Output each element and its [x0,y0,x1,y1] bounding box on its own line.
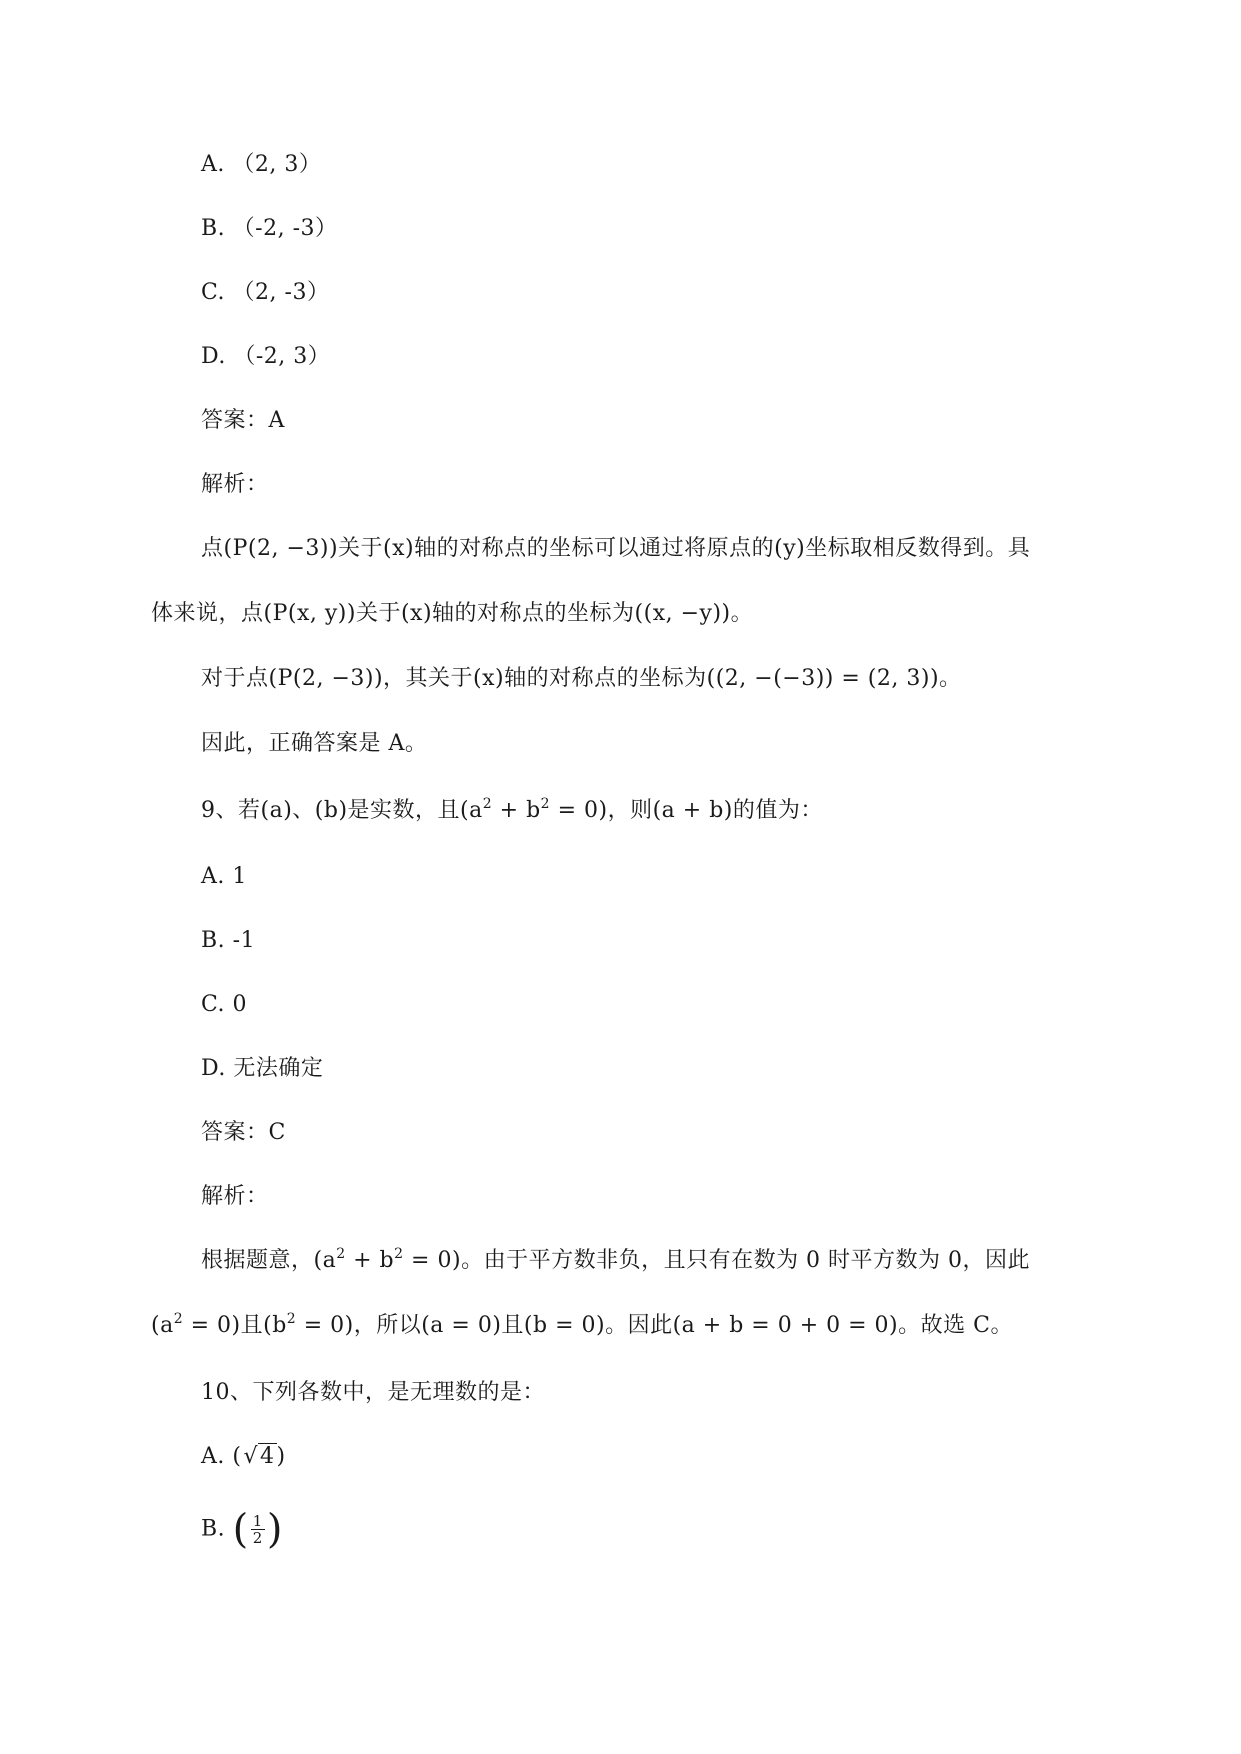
question-10-stem: 10、下列各数中，是无理数的是： [201,1380,545,1405]
stem-text: 9、若(a)、(b)是实数，且(a [201,798,483,823]
analysis-paragraph-line [151,1311,1013,1341]
answer-line: 答案：A [201,408,285,433]
stem-text: + b [492,798,541,823]
exponent: 2 [286,1311,297,1327]
option-label: B. [201,1516,233,1542]
option-d: D. （-2, 3） [201,344,331,369]
analysis-text: = 0)。由于平方数非负，且只有在数为 0 时平方数为 0，因此 [403,1248,1031,1273]
exponent: 2 [482,796,493,812]
right-paren: ) [266,1506,283,1553]
denominator: 2 [252,1529,263,1547]
analysis-text: + b [345,1248,395,1273]
analysis-text: = 0)，所以(a = 0)且(b = 0)。因此(a + b = 0 + 0 = 0)。故选 C。 [296,1313,1013,1338]
option-b [201,1506,283,1553]
analysis-text: = 0)且(b [183,1313,287,1338]
fraction [251,1513,265,1546]
option-c: C. （2, -3） [201,280,330,305]
option-a: A. 1 [201,864,247,889]
analysis-paragraph-line: 点(P(2, −3))关于(x)轴的对称点的坐标可以通过将原点的(y)坐标取相反数得到。具 [201,536,1031,561]
exponent: 2 [394,1246,404,1262]
exponent: 2 [540,796,551,812]
stem-text: = 0)，则(a + b)的值为： [550,798,823,823]
option-label: A. ( [201,1444,242,1469]
analysis-label: 解析： [201,1184,269,1209]
square-root: √4 [243,1444,275,1469]
conclusion-line: 因此，正确答案是 A。 [201,731,428,756]
analysis-text: (a [151,1313,174,1338]
analysis-paragraph-line: 体来说，点(P(x, y))关于(x)轴的对称点的坐标为((x, −y))。 [151,601,754,626]
option-a: A. （2, 3） [201,152,322,177]
option-a [201,1442,286,1472]
radicand: 4 [260,1444,275,1469]
answer-line: 答案：C [201,1120,286,1145]
closing-paren: ) [276,1444,286,1469]
question-9-stem [201,796,823,826]
option-b: B. （-2, -3） [201,216,338,241]
left-paren: ( [232,1506,249,1553]
option-d: D. 无法确定 [201,1056,324,1081]
exponent: 2 [173,1311,184,1327]
analysis-paragraph-line [201,1246,1030,1276]
analysis-text: 根据题意，(a [201,1248,337,1273]
analysis-paragraph: 对于点(P(2, −3))，其关于(x)轴的对称点的坐标为((2, −(−3)) = (2, 3))。 [201,666,962,691]
option-b: B. -1 [201,928,256,953]
analysis-label: 解析： [201,472,269,497]
exponent: 2 [336,1246,346,1262]
option-c: C. 0 [201,992,248,1017]
numerator: 1 [252,1512,263,1530]
